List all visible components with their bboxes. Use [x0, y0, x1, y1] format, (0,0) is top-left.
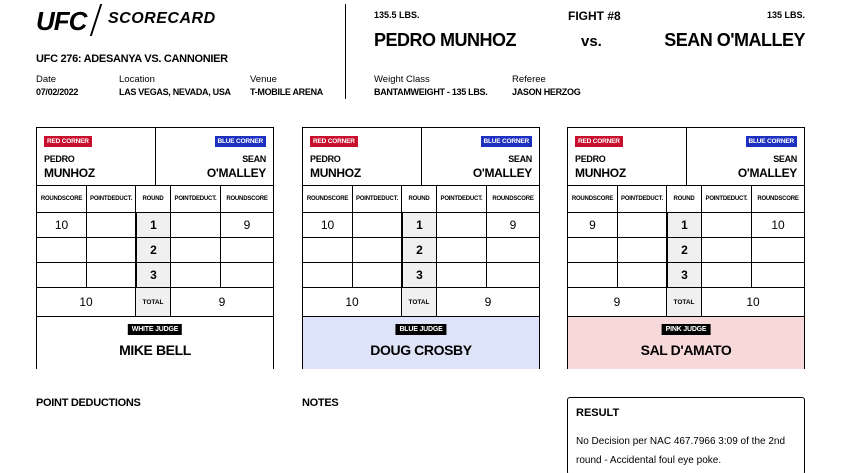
red-point-deduct-header: POINT DEDUCT.	[87, 186, 136, 212]
round-number: 2	[667, 238, 702, 262]
table-row	[568, 238, 804, 263]
logo-divider	[90, 4, 102, 36]
blue-first-name: SEAN	[242, 154, 266, 164]
fighters-header	[303, 128, 539, 186]
blue-last-name: O'MALLEY	[206, 166, 266, 180]
blue-point-deduct	[437, 213, 487, 237]
event-name: UFC 276: ADESANYA VS. CANNONIER	[36, 53, 228, 65]
red-point-deduct	[87, 263, 136, 287]
blue-point-deduct	[702, 238, 752, 262]
point-deductions-title: POINT DEDUCTIONS	[36, 397, 141, 409]
result-text: No Decision per NAC 467.7966 3:09 of the 2nd round - Accidental foul eye poke.	[576, 436, 786, 466]
red-point-deduct-header: POINT DEDUCT.	[618, 186, 667, 212]
blue-round-score	[221, 238, 273, 262]
judge-area	[568, 317, 804, 369]
vs-label: vs.	[581, 33, 602, 50]
red-total: 9	[568, 288, 667, 316]
red-round-score	[37, 263, 87, 287]
fighters-header	[37, 128, 273, 186]
red-total: 10	[303, 288, 402, 316]
blue-point-deduct	[171, 263, 221, 287]
red-last-name: MUNHOZ	[310, 166, 361, 180]
blue-corner-badge: BLUE CORNER	[746, 136, 797, 147]
table-row	[37, 263, 273, 288]
blue-first-name: SEAN	[773, 154, 797, 164]
red-point-deduct	[353, 263, 402, 287]
blue-round-score: 10	[771, 218, 785, 232]
header-divider	[345, 4, 346, 99]
round-number: 1	[136, 213, 171, 237]
total-label: TOTAL	[667, 288, 702, 316]
red-point-deduct	[353, 213, 402, 237]
red-round-score	[303, 238, 353, 262]
location-label: Location	[119, 74, 155, 85]
blue-last-name: O'MALLEY	[472, 166, 532, 180]
referee-label: Referee	[512, 74, 546, 85]
blue-round-score-header: ROUND SCORE	[226, 195, 268, 202]
blue-point-deduct	[437, 263, 487, 287]
fighters-header	[568, 128, 804, 186]
red-first-name: PEDRO	[310, 154, 341, 164]
total-label: TOTAL	[402, 288, 437, 316]
red-point-deduct	[353, 238, 402, 262]
red-corner-badge: RED CORNER	[310, 136, 358, 147]
round-header: ROUND	[136, 186, 171, 212]
red-fighter-name: PEDRO MUNHOZ	[374, 30, 516, 50]
blue-round-score	[487, 263, 539, 287]
table-row	[568, 213, 804, 238]
red-point-deduct	[618, 213, 667, 237]
blue-round-score	[221, 263, 273, 287]
round-number: 3	[136, 263, 171, 287]
judge-area	[37, 317, 273, 369]
round-number: 1	[667, 213, 702, 237]
red-round-score-header: ROUND SCORE	[303, 186, 353, 212]
judge-area	[303, 317, 539, 369]
red-point-deduct	[87, 213, 136, 237]
blue-point-deduct-header: POINT DEDUCT.	[171, 186, 221, 212]
total-label: TOTAL	[136, 288, 171, 316]
blue-round-score: 9	[509, 218, 517, 232]
location-value: LAS VEGAS, NEVADA, USA	[119, 87, 231, 97]
blue-round-score	[487, 238, 539, 262]
blue-total: 9	[484, 295, 492, 309]
red-point-deduct	[618, 263, 667, 287]
red-last-name: MUNHOZ	[575, 166, 626, 180]
red-round-score: 9	[568, 213, 618, 237]
table-row	[568, 186, 804, 213]
blue-round-score: 9	[243, 218, 251, 232]
red-last-name: MUNHOZ	[44, 166, 95, 180]
round-number: 1	[402, 213, 437, 237]
judge-name: DOUG CROSBY	[370, 342, 472, 358]
blue-point-deduct-header: POINT DEDUCT.	[702, 186, 752, 212]
table-row	[37, 288, 273, 317]
judge-badge: PINK JUDGE	[662, 324, 711, 335]
venue-label: Venue	[250, 74, 277, 85]
result-box	[567, 397, 805, 473]
judge-name: SAL D'AMATO	[640, 342, 732, 358]
red-round-score	[303, 263, 353, 287]
red-round-score-header: ROUND SCORE	[568, 186, 618, 212]
table-row	[303, 186, 539, 213]
date-label: Date	[36, 74, 57, 85]
corner-divider	[686, 128, 687, 186]
blue-last-name: O'MALLEY	[737, 166, 797, 180]
table-row	[303, 288, 539, 317]
scorecard-3	[567, 127, 805, 369]
blue-first-name: SEAN	[508, 154, 532, 164]
notes-title: NOTES	[302, 397, 339, 409]
table-row	[568, 263, 804, 288]
red-point-deduct	[618, 238, 667, 262]
red-round-score	[568, 238, 618, 262]
round-header: ROUND	[667, 186, 702, 212]
fight-number: FIGHT #8	[568, 9, 621, 23]
weight-class-label: Weight Class	[374, 74, 430, 85]
table-row	[37, 213, 273, 238]
venue-value: T-MOBILE ARENA	[250, 87, 323, 97]
round-number: 3	[667, 263, 702, 287]
referee-value: JASON HERZOG	[512, 87, 581, 97]
red-point-deduct	[87, 238, 136, 262]
round-number: 2	[402, 238, 437, 262]
blue-point-deduct-header: POINT DEDUCT.	[437, 186, 487, 212]
blue-corner-badge: BLUE CORNER	[215, 136, 266, 147]
red-round-score-header: ROUND SCORE	[37, 186, 87, 212]
blue-point-deduct	[702, 213, 752, 237]
table-row	[303, 263, 539, 288]
red-round-score	[37, 238, 87, 262]
blue-round-score-header: ROUND SCORE	[492, 195, 534, 202]
round-number: 2	[136, 238, 171, 262]
blue-point-deduct	[171, 213, 221, 237]
blue-total: 10	[746, 295, 760, 309]
blue-corner-badge: BLUE CORNER	[481, 136, 532, 147]
round-number: 3	[402, 263, 437, 287]
blue-round-score-header: ROUND SCORE	[757, 195, 799, 202]
corner-divider	[155, 128, 156, 186]
blue-round-score	[752, 238, 804, 262]
result-title: RESULT	[576, 407, 620, 419]
weight-class-value: BANTAMWEIGHT - 135 LBS.	[374, 87, 488, 97]
corner-divider	[421, 128, 422, 186]
red-round-score	[568, 263, 618, 287]
blue-point-deduct	[702, 263, 752, 287]
red-corner-badge: RED CORNER	[44, 136, 92, 147]
red-first-name: PEDRO	[44, 154, 75, 164]
table-row	[37, 186, 273, 213]
red-point-deduct-header: POINT DEDUCT.	[353, 186, 402, 212]
table-row	[568, 288, 804, 317]
blue-point-deduct	[171, 238, 221, 262]
blue-fighter-name: SEAN O'MALLEY	[664, 30, 805, 50]
round-header: ROUND	[402, 186, 437, 212]
blue-weight: 135 LBS.	[766, 10, 805, 20]
table-row	[303, 238, 539, 263]
red-round-score: 10	[303, 213, 353, 237]
scorecard-1	[36, 127, 274, 369]
red-corner-badge: RED CORNER	[575, 136, 623, 147]
ufc-logo: UFC	[36, 6, 87, 36]
red-total: 10	[37, 288, 136, 316]
red-weight: 135.5 LBS.	[374, 10, 420, 20]
judge-badge: WHITE JUDGE	[128, 324, 182, 335]
date-value: 07/02/2022	[36, 87, 79, 97]
table-row	[37, 238, 273, 263]
red-first-name: PEDRO	[575, 154, 606, 164]
judge-badge: BLUE JUDGE	[395, 324, 446, 335]
scorecard-2	[302, 127, 540, 369]
blue-point-deduct	[437, 238, 487, 262]
scorecard-title: SCORECARD	[108, 10, 216, 27]
blue-total: 9	[218, 295, 226, 309]
blue-round-score	[752, 263, 804, 287]
table-row	[303, 213, 539, 238]
judge-name: MIKE BELL	[119, 342, 191, 358]
red-round-score: 10	[37, 213, 87, 237]
